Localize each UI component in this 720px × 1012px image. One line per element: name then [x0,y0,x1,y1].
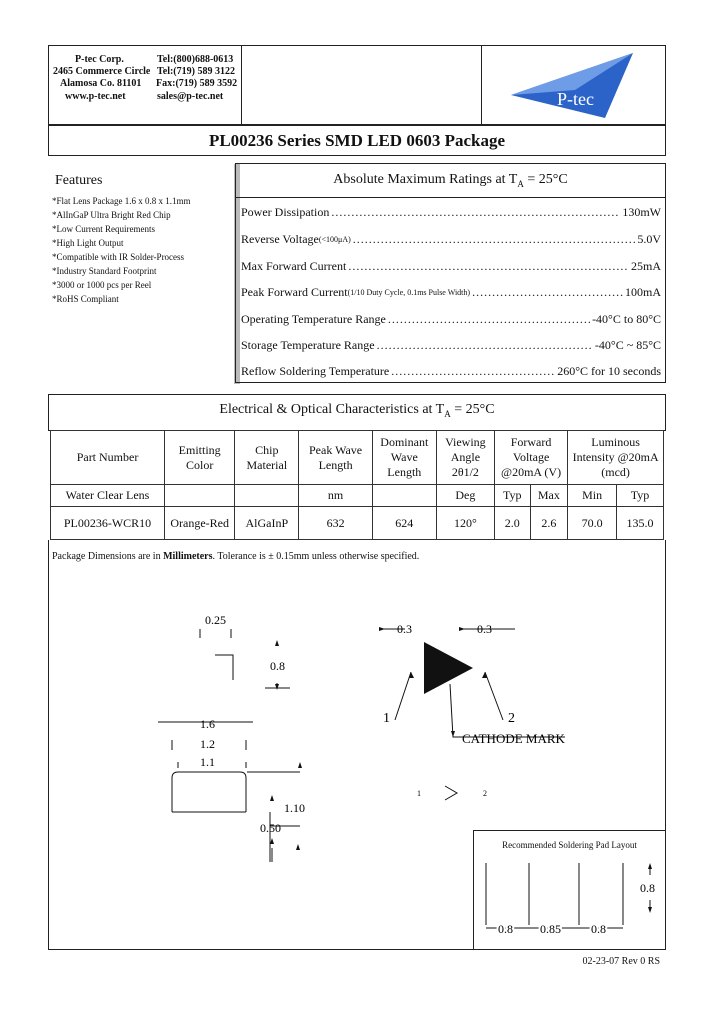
cathode-mark-label: CATHODE MARK [462,731,565,746]
unit-vf-typ: Typ [494,485,530,507]
feature-item: *Compatible with IR Solder-Process [52,252,185,262]
pin-2-label: 2 [508,711,515,726]
dim-1-6: 1.6 [200,717,215,731]
features-heading: Features [55,173,103,188]
part-cell: PL00236-WCR10 [51,507,165,540]
page-title: PL00236 Series SMD LED 0603 Package [208,131,506,150]
company-name: P-tec Corp. [75,54,124,65]
vf-typ-cell: 2.0 [494,507,530,540]
rating-row-reflow: Reflow Soldering Temperature ..... 260°C for 10 seconds [241,358,661,384]
feature-item: *High Light Output [52,238,124,248]
feature-item: *3000 or 1000 pcs per Reel [52,280,152,290]
unit-vf-max: Max [530,485,568,507]
rating-row-peak-forward-current: Peak Forward Current (1/10 Duty Cycle, 0.1ms Pulse Width) ..... 100mA [241,279,661,305]
feature-item: *Low Current Requirements [52,224,155,234]
dim-0-50: 0.50 [260,821,281,835]
col-luminous-intensity: Luminous Intensity @20mA (mcd) [568,431,664,485]
company-tel-1: Tel:(800)688-0613 [157,54,234,65]
rating-row-power: Power Dissipation ..... 130mW [241,199,661,225]
feature-item: *Flat Lens Package 1.6 x 0.8 x 1.1mm [52,196,191,206]
dim-1-1: 1.1 [200,755,215,769]
pad-gap: 0.85 [540,922,561,936]
page-left-border [48,540,49,950]
logo-text: P-tec [557,89,594,109]
pad-width-2: 0.8 [591,922,606,936]
dim-0-25: 0.25 [205,613,226,627]
company-address-1: 2465 Commerce Circle [53,66,151,77]
dim-0-8: 0.8 [270,659,285,673]
package-dimension-drawing [150,600,320,870]
company-website[interactable]: www.p-tec.net [65,91,126,102]
unit-viewing: Deg [436,485,494,507]
col-viewing-angle: Viewing Angle 2θ1/2 [436,431,494,485]
company-fax: Fax:(719) 589 3592 [156,78,238,89]
feature-item: *AlInGaP Ultra Bright Red Chip [52,210,171,220]
header-divider-2 [481,45,482,125]
footer-revision: 02-23-07 Rev 0 RS [582,956,660,967]
company-address-2: Alamosa Co. 81101 [60,78,142,89]
feature-item: *RoHS Compliant [52,294,119,304]
symbol-pin-1: 1 [417,789,421,798]
rating-row-max-forward-current: Max Forward Current ..... 25mA [241,253,661,279]
corner-outline [215,655,233,680]
dim-0-3-left: 0.3 [397,622,412,636]
col-peak-wave-length: Peak Wave Length [299,431,372,485]
electrical-heading: Electrical & Optical Characteristics at $T_A = 25^\circ C$ [219,402,495,419]
dominant-cell: 624 [372,507,436,540]
chip-cell: AlGaInP [235,507,299,540]
symbol-pin-2: 2 [483,789,487,798]
color-cell: Orange-Red [165,507,235,540]
col-part-number: Part Number [51,431,165,485]
table-row [51,507,664,540]
led-triangle [424,642,473,694]
lens-cell: Water Clear Lens [51,485,165,507]
pad-height: 0.8 [640,881,655,895]
led-polarity-drawing [375,612,585,812]
viewing-cell: 120° [436,507,494,540]
peak-cell: 632 [299,507,372,540]
col-dominant-wave-length: Dominant Wave Length [372,431,436,485]
unit-iv-min: Min [568,485,617,507]
ratings-heading-divider [235,197,666,198]
package-note: Package Dimensions are in Millimeters. Tolerance is ± 0.15mm unless otherwise specified. [52,551,420,562]
electrical-table [50,430,664,540]
col-chip-material: Chip Material [235,431,299,485]
table-row [51,485,664,507]
iv-typ-cell: 135.0 [617,507,664,540]
unit-iv-typ: Typ [617,485,664,507]
rating-row-reverse-voltage: Reverse Voltage (<100μA) ..... 5.0V [241,226,661,252]
header-divider-1 [241,45,242,125]
dim-1-2: 1.2 [200,737,215,751]
symbol-chevron [445,786,457,800]
company-email[interactable]: sales@p-tec.net [157,91,224,102]
pad-layout-title: Recommended Soldering Pad Layout [502,840,637,850]
company-logo [505,48,665,123]
company-tel-2: Tel:(719) 589 3122 [157,66,235,77]
ratings-heading: Absolute Maximum Ratings at $T_A = 25^\circ C$ [333,172,568,189]
dim-0-3-right: 0.3 [477,622,492,636]
pin-1-label: 1 [383,711,390,726]
unit-peak: nm [299,485,372,507]
rating-row-storage-temp: Storage Temperature Range ..... -40°C ~ 85°C [241,332,661,358]
pad-layout-drawing [473,855,663,945]
rating-row-operating-temp: Operating Temperature Range ..... -40°C to 80°C [241,306,661,332]
package-body-outline [172,772,246,812]
col-emitting-color: Emitting Color [165,431,235,485]
vf-max-cell: 2.6 [530,507,568,540]
iv-min-cell: 70.0 [568,507,617,540]
pad-width-1: 0.8 [498,922,513,936]
col-forward-voltage: Forward Voltage @20mA (V) [494,431,567,485]
feature-item: *Industry Standard Footprint [52,266,157,276]
dim-1-10: 1.10 [284,801,305,815]
